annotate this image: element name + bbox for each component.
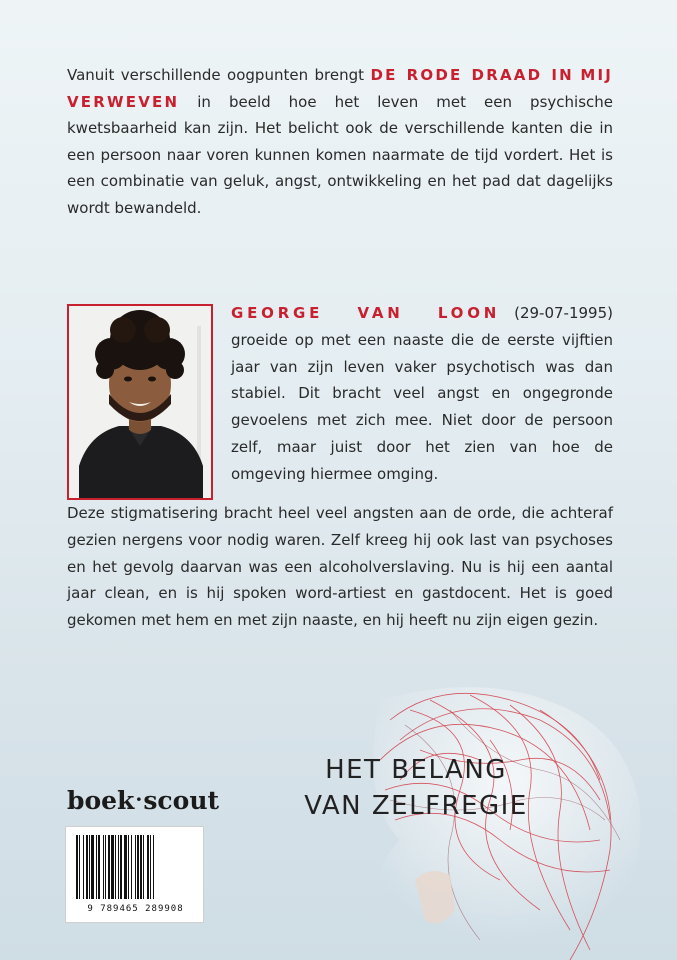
barcode-bar — [128, 835, 129, 899]
barcode-bar — [153, 835, 154, 899]
barcode-bar — [124, 835, 127, 899]
barcode-bar — [98, 835, 100, 899]
barcode-bar — [86, 835, 88, 899]
barcode-bar — [79, 835, 80, 899]
barcode-bar — [83, 835, 84, 899]
barcode-icon — [66, 827, 205, 905]
barcode-bar — [76, 835, 78, 899]
barcode-bar — [108, 835, 110, 899]
publisher-name-part2: scout — [143, 786, 220, 815]
publisher-name-part1: boek — [67, 786, 135, 815]
author-bio — [231, 300, 613, 488]
barcode-bar — [89, 835, 90, 899]
barcode-bar — [137, 835, 139, 899]
author-photo — [67, 304, 213, 500]
barcode-bar — [140, 835, 142, 899]
author-birthdate: (29-07-1995) — [514, 304, 613, 322]
author-name: GEORGE VAN LOON — [231, 304, 501, 322]
isbn-digits: 9 789465 289908 — [87, 904, 184, 914]
author-bio-part1: groeide op met een naaste die de eerste vijftien jaar van zijn leven vaker psychotisch was dan stabiel. Dit bracht veel angst en ongegronde gevoelens met zich mee. Niet door de persoon zelf, maar juist door het zien van hoe de omgeving hiermee omging. — [231, 330, 613, 483]
book-blurb — [67, 62, 613, 221]
barcode-bar — [150, 835, 151, 899]
barcode-bar — [118, 835, 119, 899]
blurb-body: in beeld hoe het leven met een psychische kwetsbaarheid kan zijn. Het belicht ook de verschillende kanten die in een persoon naar voren kunnen komen naarmate de tijd vordert. Het is een combinatie van geluk, angst, ontwikkeling en het pad dat dagelijks wordt bewandeld. — [67, 92, 613, 217]
isbn-barcode — [65, 826, 204, 923]
series-title — [286, 752, 546, 824]
barcode-bar — [143, 835, 144, 899]
author-bio-part2: Deze stigmatisering bracht heel veel angsten aan de orde, die achteraf gezien nergens voor nodig waren. Zelf kreeg hij ook last van psychoses en het gevolg daarvan was een alcoholverslaving. Nu is hij een aantal jaar clean, en is hij spoken word-artiest en gastdocent. Het is goed gekomen met hem en met zijn naaste, en hij heeft nu zijn eigen gezin. — [67, 504, 613, 630]
barcode-bar — [147, 835, 149, 899]
author-bio-continued — [67, 500, 613, 634]
publisher-separator: · — [135, 787, 143, 811]
barcode-bar — [111, 835, 114, 899]
series-title-line2: VAN ZELFREGIE — [304, 791, 528, 821]
series-title-line1: HET BELANG — [325, 755, 507, 785]
book-title-line2: MIJ VERWEVEN — [67, 66, 614, 111]
barcode-bar — [115, 835, 116, 899]
barcode-bar — [131, 835, 132, 899]
author-portrait-icon — [69, 306, 211, 498]
barcode-bar — [120, 835, 122, 899]
publisher-logo — [67, 786, 219, 815]
blurb-intro: Vanuit verschillende oogpunten brengt — [67, 66, 371, 84]
barcode-bar — [105, 835, 106, 899]
barcode-bar — [91, 835, 94, 899]
barcode-bar — [135, 835, 136, 899]
book-title-line1: DE RODE DRAAD IN — [370, 66, 574, 84]
barcode-bar — [103, 835, 104, 899]
barcode-bar — [96, 835, 97, 899]
